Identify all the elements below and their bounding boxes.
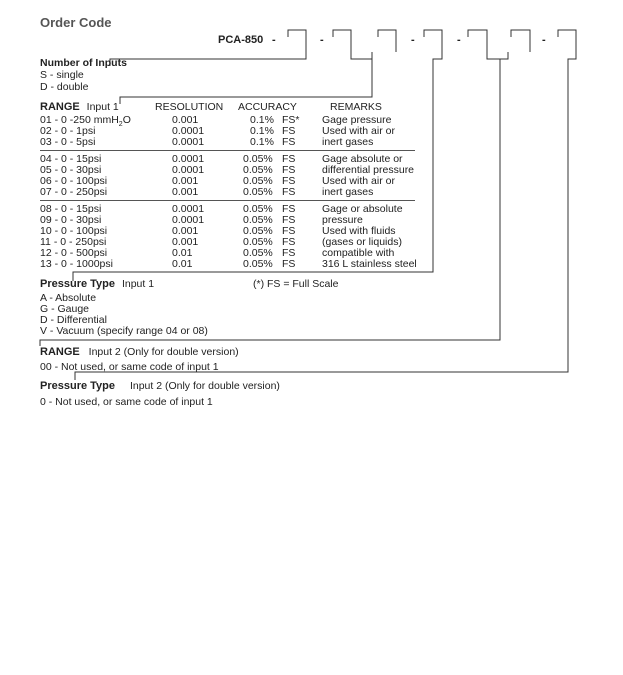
remarks-line: inert gases [322, 136, 374, 148]
range-value: 0 - 1000psi [61, 258, 113, 270]
remarks-line: inert gases [322, 186, 374, 198]
accuracy-cell: 0.05% [243, 164, 273, 176]
resolution-cell: 0.0001 [172, 125, 205, 137]
fs-cell: FS [282, 136, 296, 148]
resolution-cell: 0.01 [172, 258, 193, 270]
range-code: 10 - [40, 225, 59, 237]
range-code: 13 - [40, 258, 59, 270]
pressure-type-1-heading: Pressure Type [40, 278, 116, 290]
range-code: 11 - [40, 236, 58, 248]
pressure-type-1-header [40, 279, 154, 290]
fs-cell: FS* [282, 114, 300, 126]
range-code: 12 - [40, 247, 59, 259]
resolution-cell: 0.001 [172, 114, 199, 126]
resolution-cell: 0.0001 [172, 203, 205, 215]
remarks-line: differential pressure [322, 164, 415, 176]
resolution-cell: 0.0001 [172, 136, 205, 148]
remarks-line: Used with air or [322, 175, 395, 187]
remarks-line: 316 L stainless steel [322, 258, 417, 270]
fs-cell: FS [282, 258, 296, 270]
remarks-line: pressure [322, 214, 363, 226]
accuracy-cell: 0.05% [243, 258, 273, 270]
column-resolution: RESOLUTION [155, 101, 224, 113]
range-value: 0 - 15psi [61, 153, 102, 165]
dash-3: - [411, 34, 415, 46]
resolution-cell: 0.001 [172, 186, 199, 198]
fs-cell: FS [282, 175, 296, 187]
fs-cell: FS [282, 214, 296, 226]
range-heading: RANGE [40, 101, 80, 113]
dash-5: - [542, 34, 546, 46]
range-value-tail: O [122, 114, 131, 126]
range-code: 05 - [40, 164, 59, 176]
range-2-option: 00 - Not used, or same code of input 1 [40, 361, 219, 373]
pressure-type-2-header [40, 381, 280, 392]
pressure-option-absolute: A - Absolute [40, 292, 97, 304]
range-subscript: 2 [118, 121, 123, 129]
range-value: 0 - 100psi [61, 225, 108, 237]
resolution-cell: 0.001 [172, 236, 199, 248]
range-code: 01 - [40, 114, 59, 126]
resolution-cell: 0.0001 [172, 164, 205, 176]
remarks-line: Used with air or [322, 125, 395, 137]
accuracy-cell: 0.1% [250, 136, 274, 148]
range-code: 08 - [40, 203, 59, 215]
pressure-option-differential: D - Differential [40, 314, 107, 326]
fs-cell: FS [282, 164, 296, 176]
accuracy-cell: 0.05% [243, 236, 273, 248]
range-code: 02 - [40, 125, 59, 137]
code-box-range1-b [378, 30, 396, 52]
pressure-type-2-sub: Input 2 (Only for double version) [129, 380, 280, 392]
remarks-line: Gage pressure [322, 114, 392, 126]
accuracy-cell: 0.05% [243, 247, 273, 259]
range-code: 07 - [40, 186, 59, 198]
range-2-sub: Input 2 (Only for double version) [88, 346, 239, 358]
range-code: 03 - [40, 136, 59, 148]
dash-4: - [457, 34, 461, 46]
pressure-type-2-heading: Pressure Type [40, 380, 116, 392]
inputs-heading: Number of Inputs [40, 57, 127, 69]
fs-cell: FS [282, 125, 296, 137]
model-code: PCA-850 [218, 34, 264, 46]
fs-cell: FS [282, 153, 296, 165]
code-box-inputs [288, 30, 306, 52]
pressure-option-gauge: G - Gauge [40, 303, 90, 315]
fs-cell: FS [282, 247, 296, 259]
range-2-header [40, 347, 239, 358]
range-value: 0 - 500psi [61, 247, 108, 259]
range-code: 09 - [40, 214, 59, 226]
resolution-cell: 0.0001 [172, 214, 205, 226]
resolution-cell: 0.01 [172, 247, 193, 259]
range-value: 0 - 250psi [61, 186, 108, 198]
range-table-header-range [40, 102, 119, 113]
table-row [40, 187, 107, 198]
accuracy-cell: 0.05% [243, 203, 273, 215]
page-title: Order Code [40, 15, 112, 30]
resolution-cell: 0.0001 [172, 153, 205, 165]
table-row [40, 259, 113, 270]
accuracy-cell: 0.05% [243, 153, 273, 165]
column-remarks: REMARKS [330, 101, 382, 113]
code-box-range2-a [468, 30, 487, 52]
dash-1: - [272, 34, 276, 46]
fs-cell: FS [282, 225, 296, 237]
remarks-line: Gage or absolute [322, 203, 403, 215]
range-value: 0 - 1psi [61, 125, 96, 137]
code-box-pressure2 [558, 30, 576, 52]
range-value: 0 - 15psi [61, 203, 102, 215]
inputs-option-single: S - single [40, 69, 84, 81]
column-accuracy: ACCURACY [238, 101, 297, 113]
remarks-line: Gage absolute or [322, 153, 403, 165]
fs-cell: FS [282, 236, 296, 248]
table-row [40, 137, 95, 148]
accuracy-cell: 0.05% [243, 186, 273, 198]
range-value: 0 -250 mmH [61, 114, 119, 126]
range-2-heading: RANGE [40, 346, 80, 358]
code-box-range2-b [511, 30, 530, 52]
remarks-line: (gases or liquids) [322, 236, 402, 248]
code-box-pressure1 [424, 30, 442, 52]
range-heading-sub: Input 1 [86, 101, 119, 113]
pressure-type-2-option: 0 - Not used, or same code of input 1 [40, 396, 213, 408]
accuracy-cell: 0.05% [243, 225, 273, 237]
remarks-line: compatible with [322, 247, 395, 259]
remarks-line: Used with fluids [322, 225, 396, 237]
range-value: 0 - 30psi [61, 214, 102, 226]
range-code: 04 - [40, 153, 59, 165]
dash-2: - [320, 34, 324, 46]
pressure-type-1-sub: Input 1 [121, 278, 155, 290]
range-value: 0 - 250psi [60, 236, 107, 248]
accuracy-cell: 0.05% [243, 175, 273, 187]
range-code: 06 - [40, 175, 59, 187]
range-value: 0 - 100psi [61, 175, 108, 187]
code-box-range1-a [333, 30, 351, 52]
group-divider [40, 150, 415, 151]
group-divider [40, 200, 415, 201]
fs-cell: FS [282, 203, 296, 215]
accuracy-cell: 0.05% [243, 214, 273, 226]
footnote-fs: (*) FS = Full Scale [253, 278, 339, 290]
inputs-option-double: D - double [40, 81, 89, 93]
accuracy-cell: 0.1% [250, 114, 274, 126]
range-value: 0 - 30psi [61, 164, 102, 176]
resolution-cell: 0.001 [172, 175, 199, 187]
fs-cell: FS [282, 186, 296, 198]
resolution-cell: 0.001 [172, 225, 199, 237]
pressure-option-vacuum: V - Vacuum (specify range 04 or 08) [40, 325, 208, 337]
range-value: 0 - 5psi [61, 136, 96, 148]
accuracy-cell: 0.1% [250, 125, 274, 137]
